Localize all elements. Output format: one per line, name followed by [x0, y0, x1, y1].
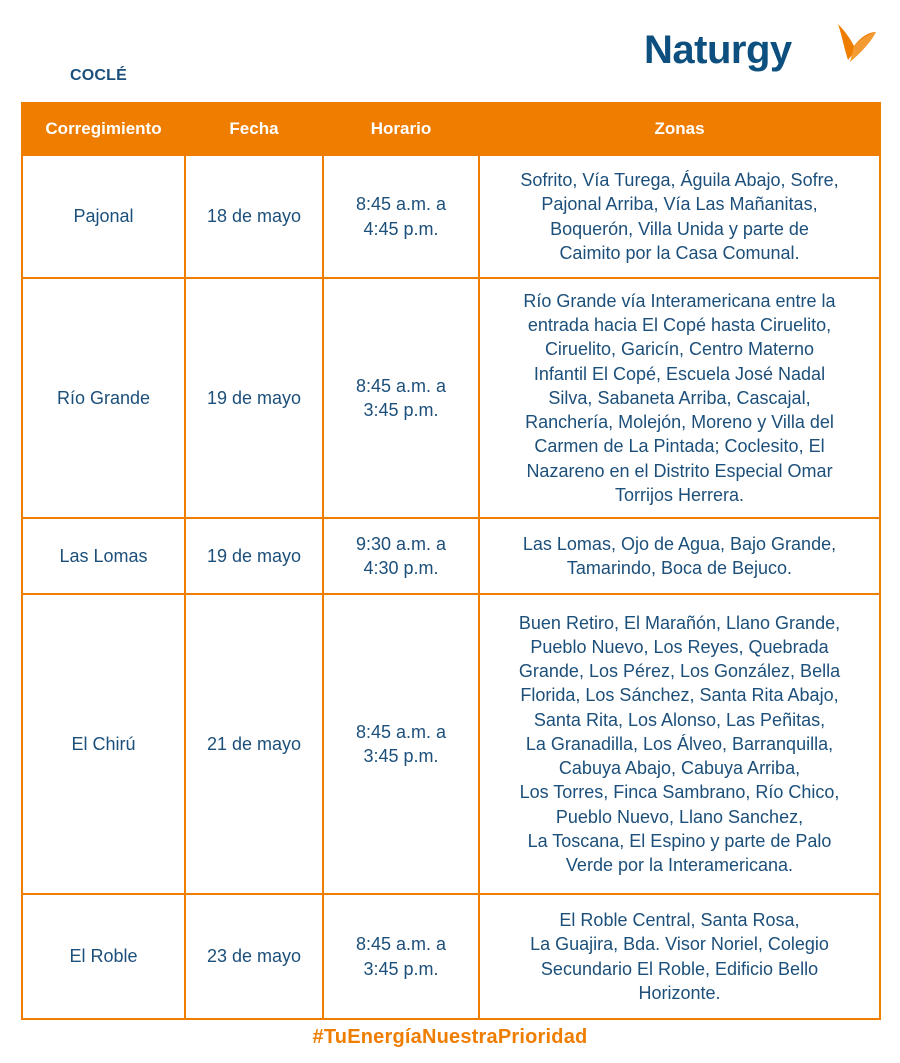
zona-line: Verde por la Interamericana.: [565, 854, 794, 875]
header-fecha: Fecha: [185, 103, 323, 155]
zona-line: La Toscana, El Espino y parte de Palo: [527, 830, 832, 851]
zona-line: Ranchería, Molejón, Moreno y Villa del: [525, 412, 834, 433]
horario-start: 8:45 a.m. a: [355, 194, 447, 215]
table-row: [22, 518, 880, 594]
zona-line: Carmen de La Pintada; Coclesito, El: [534, 436, 825, 457]
cell-zonas: [479, 518, 880, 594]
zona-line: Pueblo Nuevo, Los Reyes, Quebrada: [530, 637, 829, 658]
zona-line: Secundario El Roble, Edificio Bello: [540, 958, 819, 979]
zona-line: El Roble Central, Santa Rosa,: [559, 910, 800, 931]
horario-end: 4:45 p.m.: [363, 218, 439, 239]
horario-start: 9:30 a.m. a: [355, 533, 447, 554]
cell-fecha: 21 de mayo: [185, 594, 323, 894]
zona-line: Nazareno en el Distrito Especial Omar: [526, 460, 833, 481]
table-row: [22, 894, 880, 1019]
zona-line: Torrijos Herrera.: [614, 484, 745, 505]
horario-end: 3:45 p.m.: [363, 746, 439, 766]
zona-line: Los Torres, Finca Sambrano, Río Chico,: [519, 782, 840, 803]
hashtag: #TuEnergíaNuestraPrioridad: [312, 1026, 588, 1048]
logo-wordmark: Naturgy: [644, 28, 792, 72]
zona-line: Ciruelito, Garicín, Centro Materno: [544, 339, 815, 360]
zona-line: La Guajira, Bda. Visor Noriel, Colegio: [530, 934, 829, 955]
region-title: COCLÉ: [70, 67, 127, 84]
zona-line: Pueblo Nuevo, Llano Sanchez,: [555, 806, 804, 827]
zona-line: Pajonal Arriba, Vía Las Mañanitas,: [541, 194, 818, 215]
naturgy-logo: [644, 18, 884, 80]
zona-line: Silva, Sabaneta Arriba, Cascajal,: [548, 387, 811, 408]
zona-line: La Granadilla, Los Álveo, Barranquilla,: [525, 733, 834, 754]
header-zonas: Zonas: [479, 103, 880, 155]
schedule-table: [21, 102, 881, 1020]
table-row: [22, 594, 880, 894]
horario-end: 4:30 p.m.: [363, 558, 439, 578]
cell-zonas: [479, 278, 880, 518]
zona-line: Tamarindo, Boca de Bejuco.: [566, 558, 793, 578]
cell-corregimiento: El Roble: [22, 894, 185, 1019]
cell-zonas: [479, 155, 880, 278]
header-horario: Horario: [323, 103, 479, 155]
cell-zonas: [479, 894, 880, 1019]
cell-horario: [323, 894, 479, 1019]
header-row: [22, 103, 880, 155]
horario-start: 8:45 a.m. a: [355, 721, 447, 742]
cell-fecha: 23 de mayo: [185, 894, 323, 1019]
cell-fecha: 19 de mayo: [185, 278, 323, 518]
cell-horario: [323, 518, 479, 594]
cell-corregimiento: Las Lomas: [22, 518, 185, 594]
cell-horario: [323, 155, 479, 278]
zona-line: Caimito por la Casa Comunal.: [559, 242, 800, 263]
butterfly-icon: [832, 18, 882, 74]
cell-corregimiento: El Chirú: [22, 594, 185, 894]
cell-horario: [323, 278, 479, 518]
zona-line: Grande, Los Pérez, Los González, Bella: [518, 661, 841, 682]
cell-fecha: 19 de mayo: [185, 518, 323, 594]
zona-line: Las Lomas, Ojo de Agua, Bajo Grande,: [522, 533, 837, 554]
cell-zonas: [479, 594, 880, 894]
cell-corregimiento: Pajonal: [22, 155, 185, 278]
zona-line: Boquerón, Villa Unida y parte de: [550, 218, 809, 239]
zona-line: Cabuya Abajo, Cabuya Arriba,: [558, 758, 801, 779]
cell-corregimiento: Río Grande: [22, 278, 185, 518]
table-row: [22, 278, 880, 518]
horario-end: 3:45 p.m.: [363, 958, 439, 979]
cell-horario: [323, 594, 479, 894]
zona-line: Río Grande vía Interamericana entre la: [523, 291, 836, 312]
zona-line: Florida, Los Sánchez, Santa Rita Abajo,: [520, 685, 839, 706]
zona-line: Infantil El Copé, Escuela José Nadal: [533, 363, 826, 384]
zona-line: Santa Rita, Los Alonso, Las Peñitas,: [533, 709, 826, 730]
zona-line: Sofrito, Vía Turega, Águila Abajo, Sofre,: [520, 170, 839, 191]
header-corregimiento: Corregimiento: [22, 103, 185, 155]
table-row: [22, 155, 880, 278]
horario-start: 8:45 a.m. a: [355, 375, 447, 396]
zona-line: entrada hacia El Copé hasta Ciruelito,: [527, 315, 832, 336]
cell-fecha: 18 de mayo: [185, 155, 323, 278]
horario-start: 8:45 a.m. a: [355, 934, 447, 955]
zona-line: Buen Retiro, El Marañón, Llano Grande,: [518, 612, 841, 633]
horario-end: 3:45 p.m.: [363, 400, 439, 420]
zona-line: Horizonte.: [638, 982, 721, 1003]
